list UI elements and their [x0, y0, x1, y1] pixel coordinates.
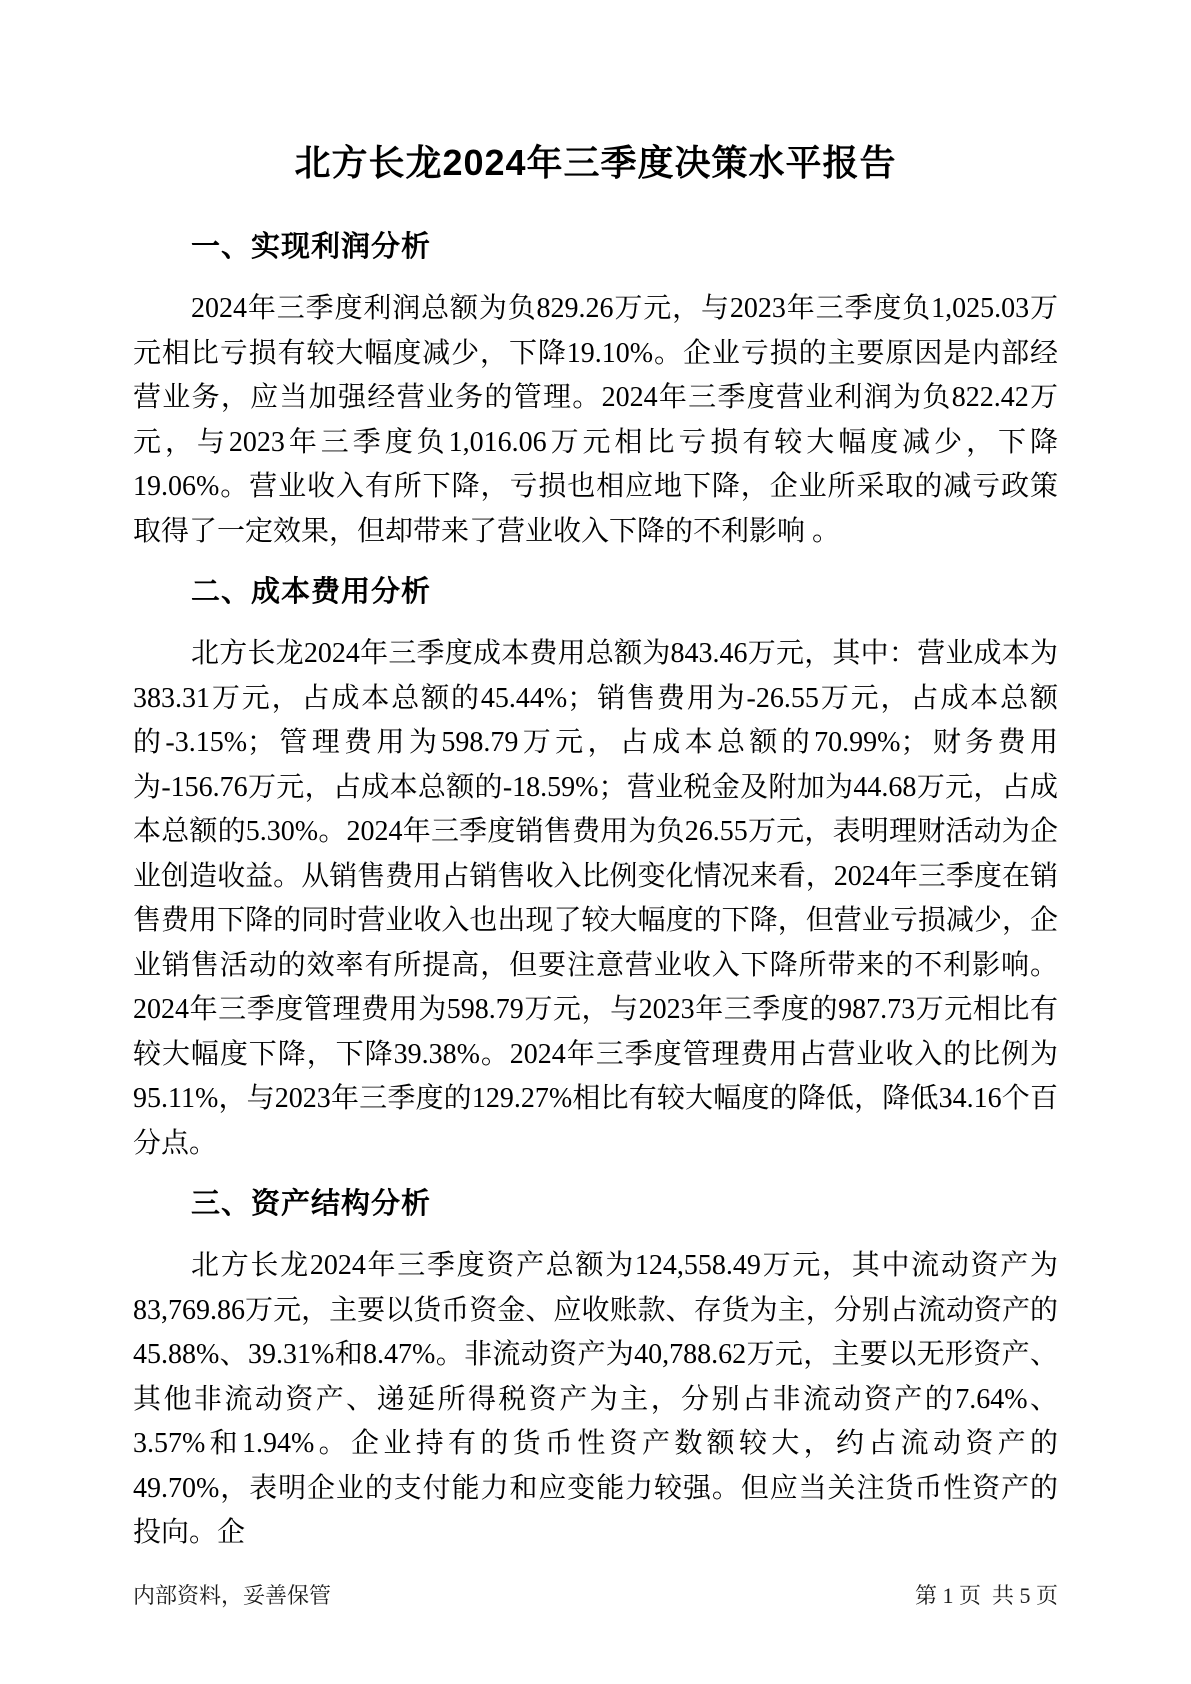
footer-page-number: 第 1 页 共 5 页: [914, 1583, 1058, 1608]
section-heading-profit-analysis: 一、实现利润分析: [191, 231, 432, 263]
paragraph-profit-analysis: 2024年三季度利润总额为负829.26万元，与2023年三季度负1,025.03万元相比亏损有较大幅度减少，下降19.10%。企业亏损的主要原因是内部经营业务，应当加强经营业务的管理。2024年三季度营业利润为负822.42万元，与2023年三季度负1,016.06万元相比亏损有较大幅度减少，下降19.06%。营业收入有所下降，亏损也相应地下降，企业所采取的减亏政策取得了一定效果，但却带来了营业收入下降的不利影响 。: [133, 293, 1058, 547]
page-footer: [133, 1582, 1058, 1610]
paragraph-cost-analysis: 北方长龙2024年三季度成本费用总额为843.46万元，其中：营业成本为383.31万元，占成本总额的45.44%；销售费用为-26.55万元，占成本总额的-3.15%；管理费用为598.79万元，占成本总额的70.99%；财务费用为-156.76万元，占成本总额的-18.59%；营业税金及附加为44.68万元，占成本总额的5.30%。2024年三季度销售费用为负26.55万元，表明理财活动为企业创造收益。从销售费用占销售收入比例变化情况来看，2024年三季度在销售费用下降的同时营业收入也出现了较大幅度的下降，但营业亏损减少，企业销售活动的效率有所提高，但要注意营业收入下降所带来的不利影响。2024年三季度管理费用为598.79万元，与2023年三季度的987.73万元相比有较大幅度下降，下降39.38%。2024年三季度管理费用占营业收入的比例为95.11%，与2023年三季度的129.27%相比有较大幅度的降低，降低34.16个百分点。: [133, 638, 1058, 1159]
page-title: 北方长龙2024年三季度决策水平报告: [294, 142, 897, 183]
section-heading-asset-structure: 三、资产结构分析: [191, 1188, 432, 1220]
footer-confidential-note: 内部资料，妥善保管: [133, 1583, 332, 1608]
report-content: [133, 0, 1058, 1556]
section-heading-cost-analysis: 二、成本费用分析: [191, 576, 432, 608]
paragraph-asset-structure: 北方长龙2024年三季度资产总额为124,558.49万元，其中流动资产为83,769.86万元，主要以货币资金、应收账款、存货为主，分别占流动资产的45.88%、39.31%和8.47%。非流动资产为40,788.62万元，主要以无形资产、其他非流动资产、递延所得税资产为主，分别占非流动资产的7.64%、3.57%和1.94%。企业持有的货币性资产数额较大，约占流动资产的49.70%，表明企业的支付能力和应变能力较强。但应当关注货币性资产的投向。企: [133, 1250, 1058, 1548]
